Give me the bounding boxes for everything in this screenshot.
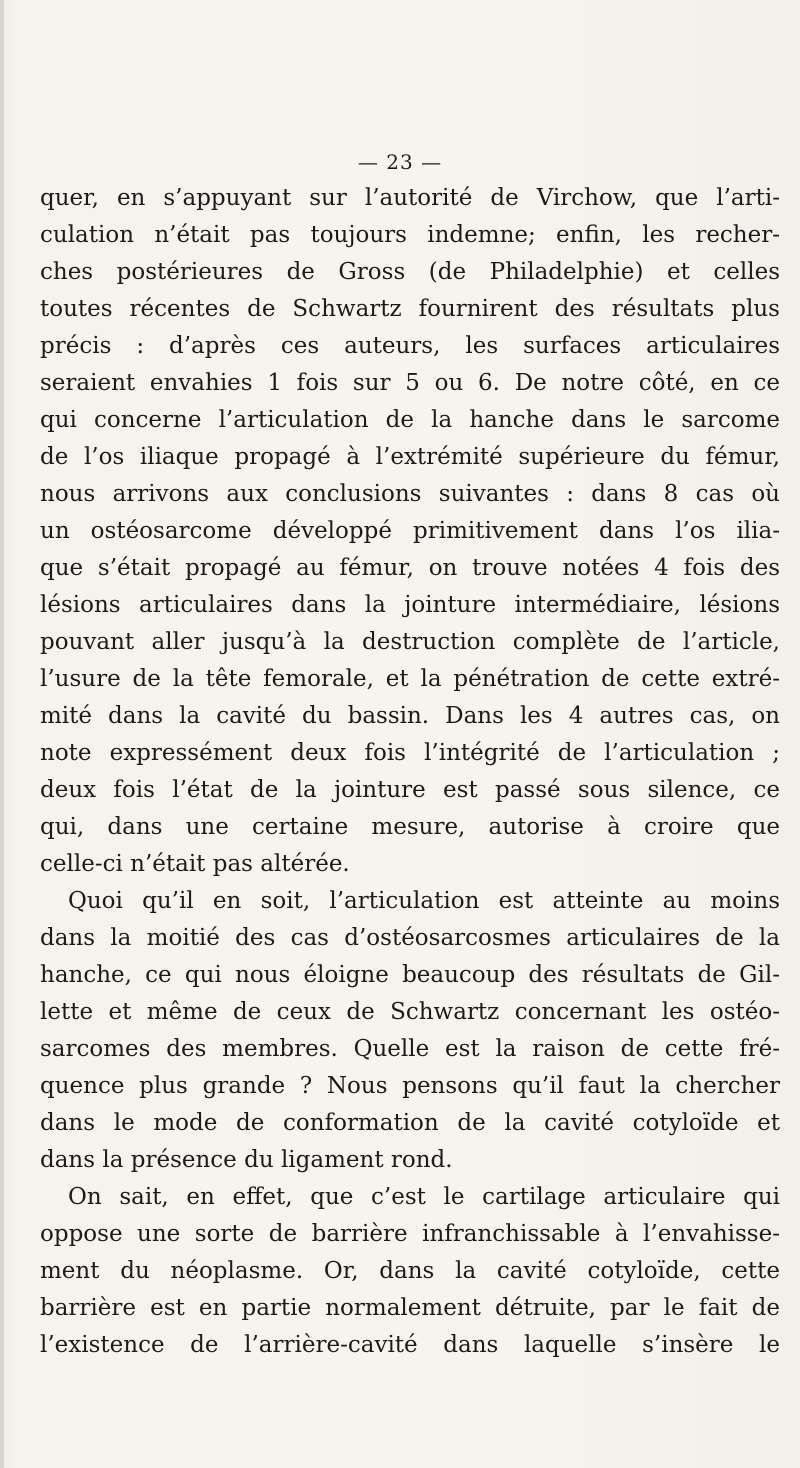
text-line: précis : d’après ces auteurs, les surfaces articulaires — [40, 333, 780, 359]
text-line: pouvant aller jusqu’à la destruction complète de l’article, — [40, 629, 780, 655]
text-line: l’existence de l’arrière-cavité dans laquelle s’insère le — [40, 1332, 780, 1358]
text-line: toutes récentes de Schwartz fournirent des résultats plus — [40, 296, 780, 322]
text-line: lésions articulaires dans la jointure intermédiaire, lésions — [40, 592, 780, 618]
text-line: qui, dans une certaine mesure, autorise à croire que — [40, 814, 780, 840]
paragraph-end-line: dans la présence du ligament rond. — [40, 1147, 453, 1173]
text-line: oppose une sorte de barrière infranchissable à l’envahisse- — [40, 1221, 780, 1247]
text-line: culation n’était pas toujours indemne; enfin, les recher- — [40, 222, 780, 248]
paragraph-start-line: On sait, en effet, que c’est le cartilage articulaire qui — [68, 1184, 780, 1210]
text-line: deux fois l’état de la jointure est passé sous silence, ce — [40, 777, 780, 803]
text-line: quer, en s’appuyant sur l’autorité de Virchow, que l’arti- — [40, 185, 780, 211]
text-line: sarcomes des membres. Quelle est la raison de cette fré- — [40, 1036, 780, 1062]
text-line: mité dans la cavité du bassin. Dans les 4 autres cas, on — [40, 703, 780, 729]
text-line: quence plus grande ? Nous pensons qu’il faut la chercher — [40, 1073, 780, 1099]
text-line: barrière est en partie normalement détruite, par le fait de — [40, 1295, 780, 1321]
text-line: lette et même de ceux de Schwartz concernant les ostéo- — [40, 999, 780, 1025]
text-line: note expressément deux fois l’intégrité de l’articulation ; — [40, 740, 780, 766]
text-line: de l’os iliaque propagé à l’extrémité supérieure du fémur, — [40, 444, 780, 470]
text-line: nous arrivons aux conclusions suivantes : dans 8 cas où — [40, 481, 780, 507]
text-line: dans le mode de conformation de la cavité cotyloïde et — [40, 1110, 780, 1136]
text-line: l’usure de la tête femorale, et la pénétration de cette extré- — [40, 666, 780, 692]
text-line: ches postérieures de Gross (de Philadelphie) et celles — [40, 259, 780, 285]
text-line: dans la moitié des cas d’ostéosarcosmes articulaires de la — [40, 925, 780, 951]
text-line: ment du néoplasme. Or, dans la cavité cotyloïde, cette — [40, 1258, 780, 1284]
paragraph-end-line: celle-ci n’était pas altérée. — [40, 851, 350, 877]
text-line: hanche, ce qui nous éloigne beaucoup des résultats de Gil- — [40, 962, 780, 988]
text-line: qui concerne l’articulation de la hanche dans le sarcome — [40, 407, 780, 433]
body-text — [40, 180, 780, 1364]
page-left-edge — [0, 0, 4, 1468]
text-line: seraient envahies 1 fois sur 5 ou 6. De notre côté, en ce — [40, 370, 780, 396]
text-line: que s’était propagé au fémur, on trouve notées 4 fois des — [40, 555, 780, 581]
paragraph-start-line: Quoi qu’il en soit, l’articulation est atteinte au moins — [68, 888, 780, 914]
text-line: un ostéosarcome développé primitivement dans l’os ilia- — [40, 518, 780, 544]
page-number: — 23 — — [357, 150, 443, 174]
